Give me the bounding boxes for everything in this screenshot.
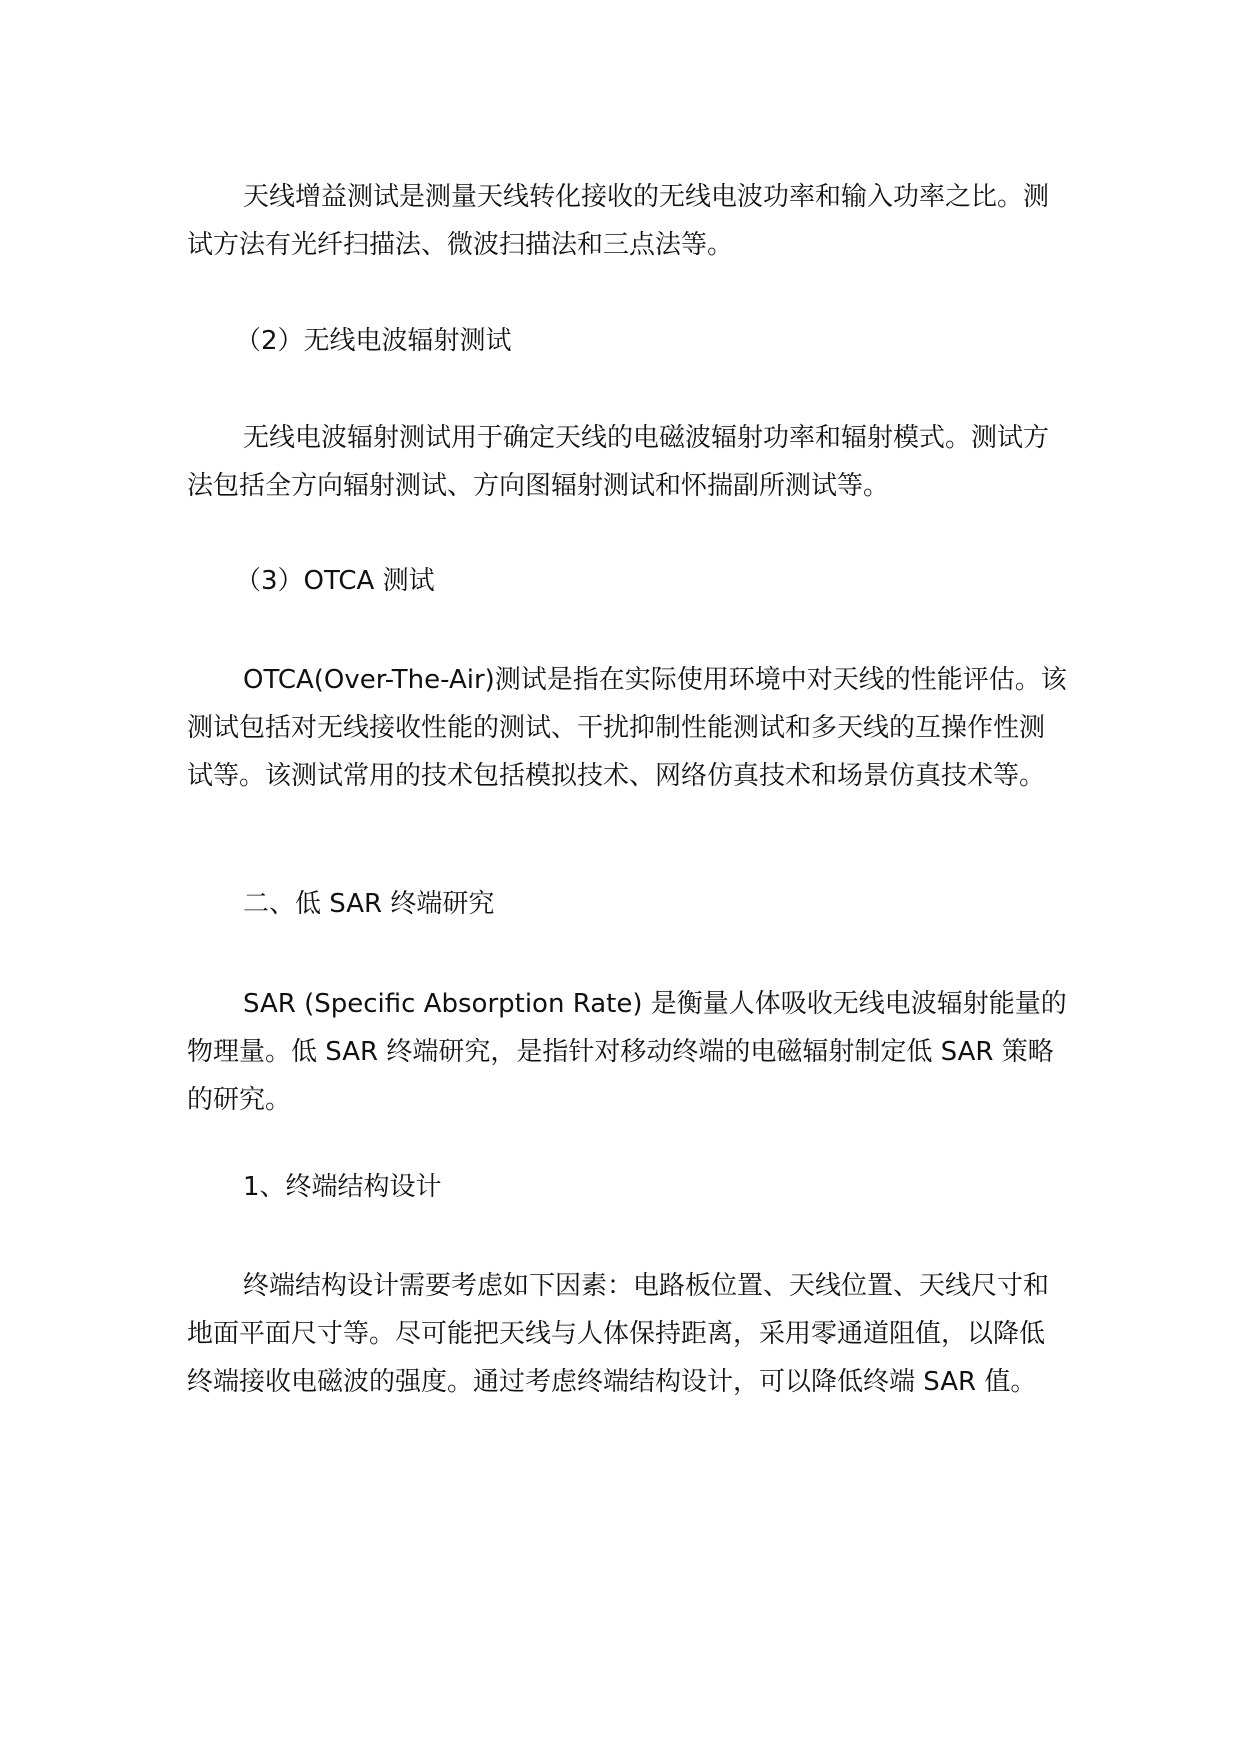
heading-otca-test: （3）OTCA 测试 bbox=[235, 566, 435, 596]
paragraph-antenna-gain-test: 天线增益测试是测量天线转化接收的无线电波功率和输入功率之比。测试方法有光纤扫描法、微波扫描法和三点法等。 bbox=[187, 182, 1050, 260]
heading-radio-wave-radiation-test: （2）无线电波辐射测试 bbox=[235, 326, 512, 356]
paragraph-sar-definition: SAR (Specific Absorption Rate) 是衡量人体吸收无线电波辐射能量的物理量。低 SAR 终端研究，是指针对移动终端的电磁辐射制定低 SAR 策略的研究。 bbox=[187, 989, 1067, 1115]
paragraph-radio-wave-radiation-test: 无线电波辐射测试用于确定天线的电磁波辐射功率和辐射模式。测试方法包括全方向辐射测试、方向图辐射测试和怀揣副所测试等。 bbox=[187, 423, 1050, 501]
heading-low-sar-terminal-research: 二、低 SAR 终端研究 bbox=[243, 889, 495, 919]
paragraph-terminal-structure-design: 终端结构设计需要考虑如下因素：电路板位置、天线位置、天线尺寸和地面平面尺寸等。尽可能把天线与人体保持距离，采用零通道阻值，以降低终端接收电磁波的强度。通过考虑终端结构设计，可以降低终端 SAR 值。 bbox=[187, 1271, 1050, 1397]
paragraph-otca-test: OTCA(Over-The-Air)测试是指在实际使用环境中对天线的性能评估。该测试包括对无线接收性能的测试、干扰抑制性能测试和多天线的互操作性测试等。该测试常用的技术包括模拟技术、网络仿真技术和场景仿真技术等。 bbox=[187, 665, 1067, 791]
heading-terminal-structure-design: 1、终端结构设计 bbox=[243, 1172, 442, 1202]
